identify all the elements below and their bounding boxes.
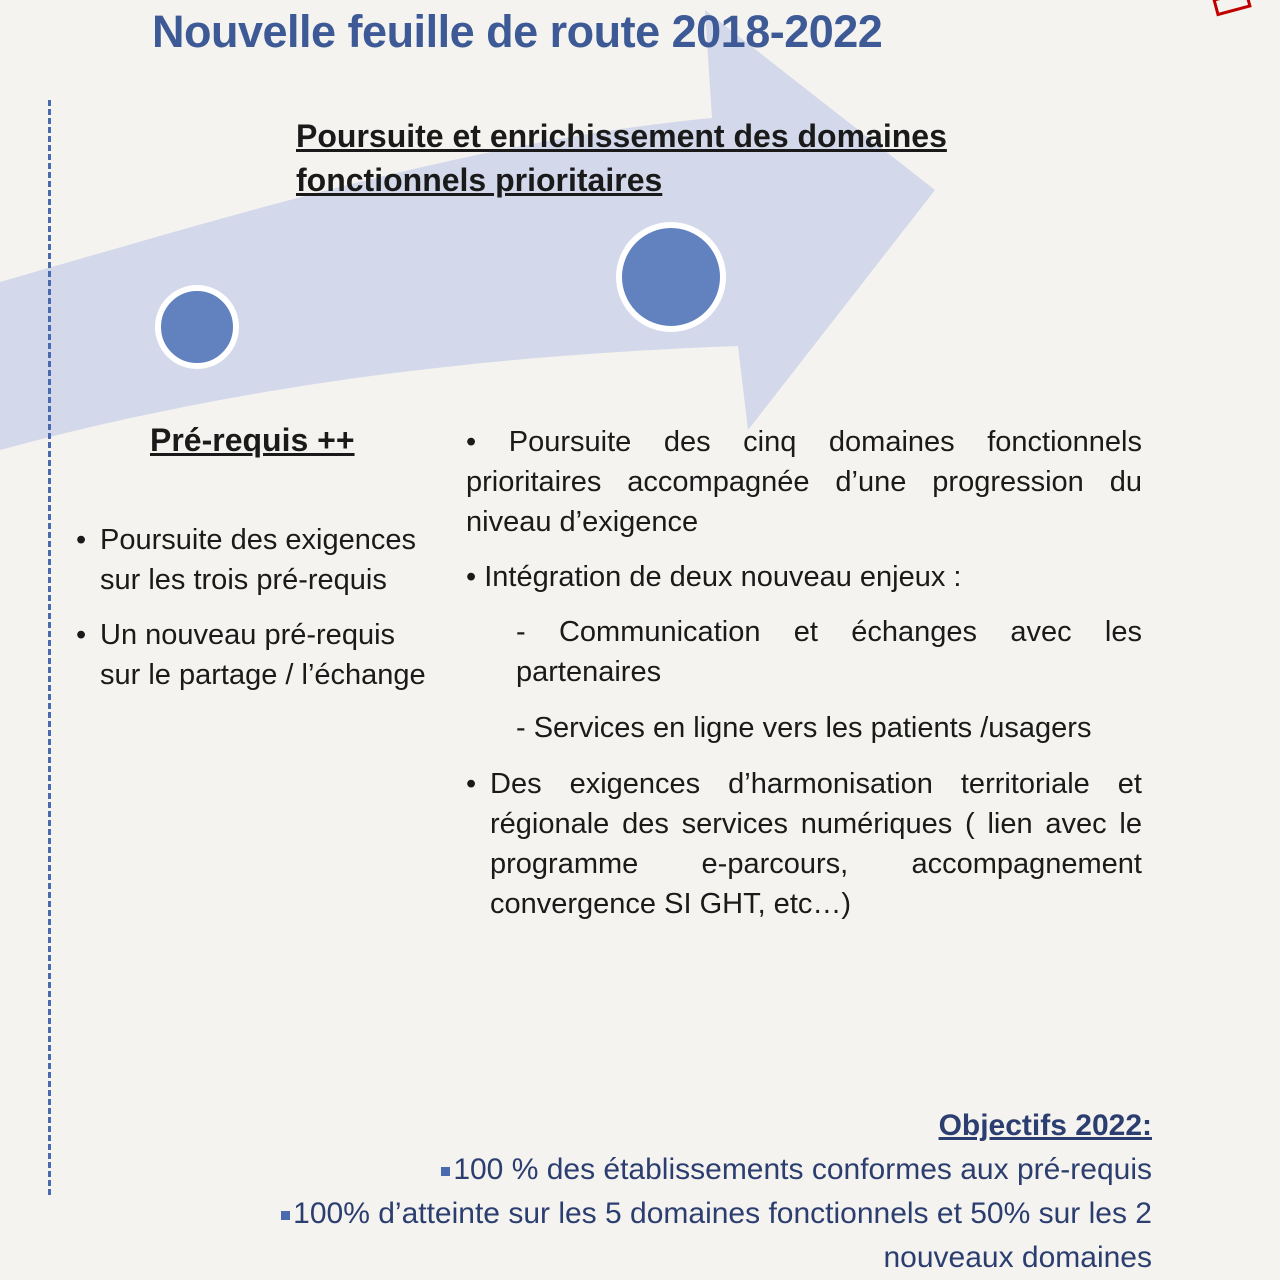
- domaines-list: [466, 422, 1142, 939]
- list-item: • Poursuite des exigences sur les trois pré-requis: [76, 524, 416, 596]
- objective-item: [152, 1192, 1152, 1280]
- objective-text: 100 % des établissements conformes aux pré-requis: [453, 1153, 1152, 1186]
- objectives-heading: Objectifs 2022:: [938, 1109, 1152, 1142]
- list-item: • Poursuite des cinq domaines fonctionnels prioritaires accompagnée d’une progression du niveau d’exigence: [466, 426, 1142, 538]
- list-item-text: Intégration de deux nouveau enjeux :: [484, 561, 962, 593]
- prerequis-list: [76, 520, 436, 710]
- objectives-block: [152, 1104, 1152, 1280]
- section-subtitle: Poursuite et enrichissement des domaines fonctionnels prioritaires: [296, 118, 947, 198]
- timeline-divider: [48, 100, 51, 1195]
- page-title: Nouvelle feuille de route 2018-2022: [152, 6, 883, 57]
- objective-item: [152, 1148, 1152, 1192]
- list-item-text: Poursuite des exigences sur les trois pré-requis: [100, 524, 416, 596]
- list-item-text: Des exigences d’harmonisation territoriale et régionale des services numériques ( lien avec le programme e-parcours, accompagnement convergence SI GHT, etc…): [490, 768, 1142, 920]
- list-item-text: Un nouveau pré-requis sur le partage / l’échange: [100, 619, 426, 691]
- list-item: • Un nouveau pré-requis sur le partage / l’échange: [76, 619, 426, 691]
- objective-text: 100% d’atteinte sur les 5 domaines fonctionnels et 50% sur les 2 nouveaux domaines: [293, 1197, 1152, 1274]
- milestone-circle-2: [616, 222, 726, 332]
- square-bullet-icon: [281, 1211, 290, 1220]
- prerequis-heading: Pré-requis ++: [150, 422, 355, 458]
- list-item: • Intégration de deux nouveau enjeux :: [466, 561, 962, 593]
- list-item-text: Poursuite des cinq domaines fonctionnels prioritaires accompagnée d’une progression du niveau d’exigence: [466, 426, 1142, 538]
- sub-item: - Services en ligne vers les patients /usagers: [516, 712, 1092, 744]
- square-bullet-icon: [441, 1167, 450, 1176]
- sub-item: - Communication et échanges avec les partenaires: [516, 616, 1142, 688]
- milestone-circle-1: [155, 285, 239, 369]
- list-item: • Des exigences d’harmonisation territoriale et régionale des services numériques ( lien avec le programme e-parcours, accompagnement convergence SI GHT, etc…): [466, 768, 1142, 920]
